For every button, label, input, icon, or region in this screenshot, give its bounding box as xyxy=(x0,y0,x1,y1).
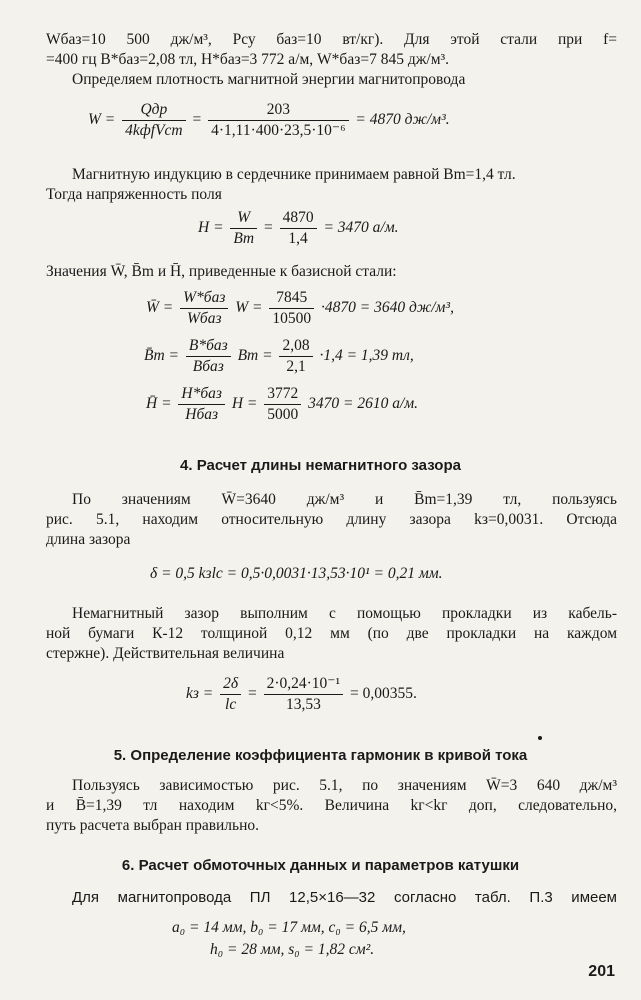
eq-hbar-num-1: H*баз xyxy=(181,385,222,402)
induction-line-1: Магнитную индукцию в сердечнике принимаем равной Bm=1,4 тл. xyxy=(72,166,516,183)
eq-wbar-fraction-1 xyxy=(180,288,228,329)
eq-h-num-2: 4870 xyxy=(282,209,314,226)
eq-wbar-den-2: 10500 xyxy=(269,308,314,329)
eq-wbar-num-2: 7845 xyxy=(276,289,308,306)
section-4-line-2: рис. 5.1, находим относительную длину зазора kз=0,0031. Отсюда xyxy=(46,511,617,528)
section-5-line-2: и B̄=1,39 тл находим kг<5%. Величина kг<kг доп, следовательно, xyxy=(46,797,617,814)
section-5-line-3: путь расчета выбран правильно. xyxy=(46,817,260,834)
section-4-line-3: длина зазора xyxy=(46,531,131,548)
eq-kz-lhs: kз = xyxy=(186,685,214,703)
equation-b-bar xyxy=(144,336,414,377)
eq-h-num-1: W xyxy=(237,209,251,226)
eq-h-fraction-2 xyxy=(280,208,317,249)
dimensions-line-2: h₀ = 28 мм, s₀ = 1,82 см². xyxy=(210,941,375,958)
eq-h-lhs: H = xyxy=(198,219,224,237)
page-number: 201 xyxy=(588,963,615,980)
eq-kz-den-1: lс xyxy=(220,694,241,715)
eq-h-den-1: Bm xyxy=(230,228,257,249)
intro-line-1: Wбаз=10 500 дж/м³, Pсу баз=10 вт/кг). Для этой стали при f= xyxy=(46,31,617,48)
eq-bbar-den-1: Bбаз xyxy=(186,356,231,377)
eq-w-den-1: 4kфfVст xyxy=(122,120,185,141)
eq-w-fraction-1 xyxy=(122,100,185,141)
section-6-title: 6. Расчет обмоточных данных и параметров катушки xyxy=(121,857,520,874)
eq-kz-result: = 0,00355. xyxy=(350,685,417,703)
dimensions-line-1: a₀ = 14 мм, b₀ = 17 мм, c₀ = 6,5 мм, xyxy=(172,919,406,936)
eq-kz-fraction-2 xyxy=(264,674,344,715)
print-speck xyxy=(538,736,542,740)
eq-w-fraction-2 xyxy=(208,100,348,141)
section-4-line-1: По значениям W̄=3640 дж/м³ и B̄m=1,39 тл, пользуясь xyxy=(72,491,617,508)
eq-w-result: = 4870 дж/м³. xyxy=(355,111,450,129)
induction-line-2: Тогда напряженность поля xyxy=(46,186,222,203)
eq-bbar-num-2: 2,08 xyxy=(282,337,310,354)
equation-kz: kз = $\frac{2\delta}{lс}$ = $\frac{\text{2·0,24·10⁻¹}}{13,53}$ = 0,00355. xyxy=(186,675,417,713)
eq-hbar-fraction-2 xyxy=(264,384,301,425)
eq-w-num-2: 203 xyxy=(266,101,290,118)
eq-bbar-lhs: B̄m = xyxy=(144,347,179,365)
eq-hbar-lhs: H̄ = xyxy=(146,395,172,413)
section-4-line-4: Немагнитный зазор выполним с помощью прокладки из кабель- xyxy=(72,605,617,622)
eq-kz-num-2: 2·0,24·10⁻¹ xyxy=(266,675,341,692)
eq-bbar-fraction-2 xyxy=(279,336,312,377)
equation-h-bar xyxy=(146,384,418,425)
eq-wbar-num-1: W*баз xyxy=(183,289,226,306)
eq-wbar-fraction-2 xyxy=(269,288,314,329)
eq-wbar-lhs: W̄ = xyxy=(146,299,174,317)
reduced-values-intro: Значения W̄, B̄m и H̄, приведенные к базисной стали: xyxy=(46,263,397,280)
section-4-line-5: ной бумаги К-12 толщиной 0,12 мм (по две прокладки на каждом xyxy=(46,625,617,642)
eq-w-num-1: Qдр xyxy=(140,101,168,118)
eq-kz-den-2: 13,53 xyxy=(264,694,344,715)
eq-bbar-mid: Bm = xyxy=(237,347,273,365)
eq-hbar-result: 3470 = 2610 а/м. xyxy=(308,395,419,413)
eq-hbar-den-1: Hбаз xyxy=(178,404,225,425)
section-6-line-1: Для магнитопровода ПЛ 12,5×16—32 согласно табл. П.3 имеем xyxy=(72,889,617,906)
intro-line-2: =400 гц B*баз=2,08 тл, H*баз=3 772 а/м, W*баз=7 845 дж/м³. xyxy=(46,51,450,68)
eq-wbar-den-1: Wбаз xyxy=(180,308,228,329)
section-4-line-6: стержне). Действительная величина xyxy=(46,645,285,662)
energy-density-intro: Определяем плотность магнитной энергии магнитопровода xyxy=(72,71,466,88)
eq-bbar-den-2: 2,1 xyxy=(279,356,312,377)
eq-bbar-fraction-1 xyxy=(186,336,231,377)
eq-hbar-mid: H = xyxy=(231,395,258,413)
equation-w: W = $\frac{\text{Qдр}}{\text{4kфfVст}}$ = $\frac{203}{\text{4·1,11·400·23,5·10⁻⁶}}$ = 4870 дж/м³. xyxy=(88,101,450,139)
equation-h: H = $\frac{W}{Bm}$ = $\frac{4870}{1,4}$ = 3470 а/м. xyxy=(198,209,399,247)
eq-w-lhs: W = xyxy=(88,111,116,129)
eq-wbar-mid: W = xyxy=(235,299,263,317)
eq-h-den-2: 1,4 xyxy=(280,228,317,249)
eq-hbar-fraction-1 xyxy=(178,384,225,425)
eq-h-fraction-1 xyxy=(230,208,257,249)
section-4-title: 4. Расчет длины немагнитного зазора xyxy=(180,457,461,474)
eq-kz-fraction-1 xyxy=(220,674,241,715)
eq-hbar-den-2: 5000 xyxy=(264,404,301,425)
eq-hbar-num-2: 3772 xyxy=(267,385,299,402)
eq-bbar-result: ·1,4 = 1,39 тл, xyxy=(319,347,414,365)
eq-kz-num-1: 2δ xyxy=(223,675,239,692)
equation-w-bar xyxy=(146,288,454,329)
eq-h-result: = 3470 а/м. xyxy=(323,219,399,237)
eq-bbar-num-1: B*баз xyxy=(188,337,228,354)
eq-wbar-result: ·4870 = 3640 дж/м³, xyxy=(321,299,454,317)
equation-delta: δ = 0,5 kзlс = 0,5·0,0031·13,53·10¹ = 0,21 мм. xyxy=(150,565,443,582)
eq-w-den-2: 4·1,11·400·23,5·10⁻⁶ xyxy=(208,120,348,141)
section-5-title: 5. Определение коэффициента гармоник в кривой тока xyxy=(113,747,528,764)
section-5-line-1: Пользуясь зависимостью рис. 5.1, по значениям W̄=3 640 дж/м³ xyxy=(72,777,617,794)
